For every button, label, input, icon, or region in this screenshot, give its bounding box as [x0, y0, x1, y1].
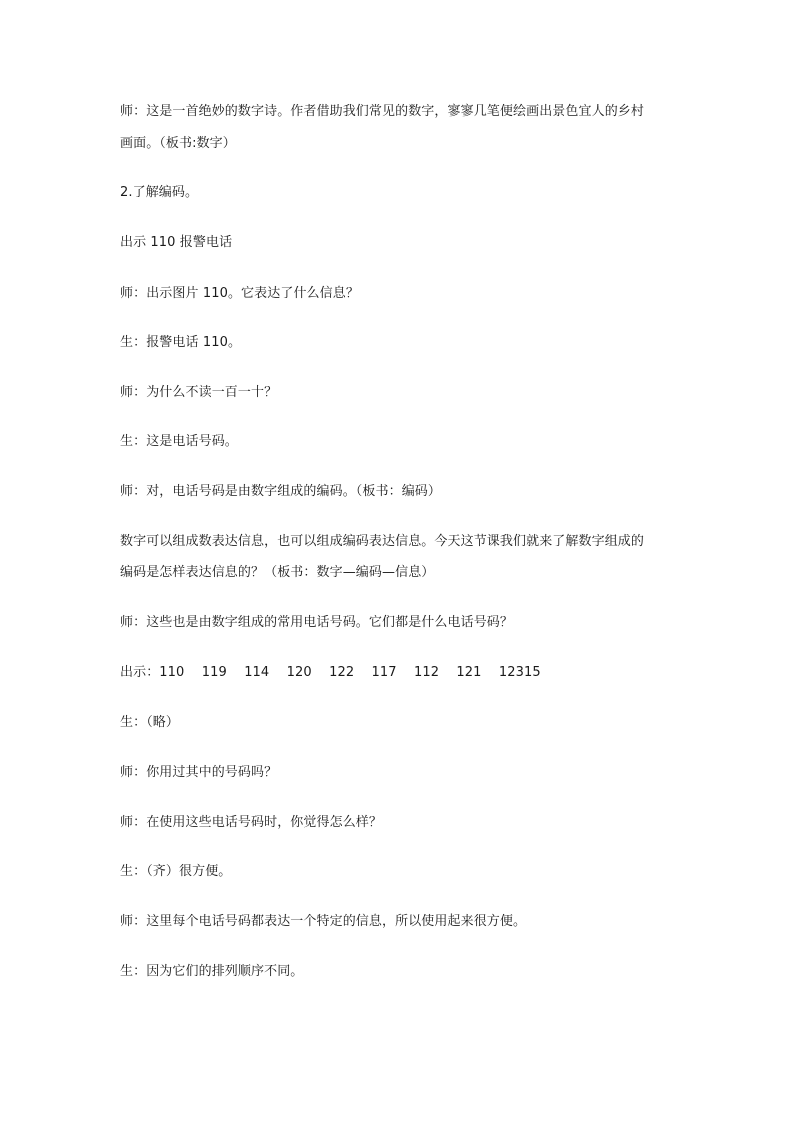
- paragraph-line-4: 师：出示图片 110。它表达了什么信息？: [120, 286, 359, 301]
- paragraph-line-8: 师：对，电话号码是由数字组成的编码。（板书：编码）: [120, 484, 442, 499]
- paragraph-line-9: 数字可以组成数表达信息，也可以组成编码表达信息。今天这节课我们就来了解数字组成的: [120, 534, 645, 549]
- paragraph-line-10: 编码是怎样表达信息的？（板书：数字—编码—信息）: [120, 565, 435, 580]
- paragraph-line-1: 师：这是一首绝妙的数字诗。作者借助我们常见的数字，寥寥几笔便绘画出景色宜人的乡村: [120, 104, 645, 119]
- paragraph-line-2: 画面。（板书:数字）: [120, 136, 236, 151]
- paragraph-line-11: 师：这些也是由数字组成的常用电话号码。它们都是什么电话号码？: [120, 615, 514, 630]
- paragraph-line-15: 生：（齐）很方便。: [120, 864, 232, 879]
- paragraph-line-12: 生：（略）: [120, 715, 180, 730]
- paragraph-line-5: 生：报警电话 110。: [120, 335, 242, 350]
- phone-number-list: 出示：110 119 114 120 122 117 112 121 12315: [120, 665, 541, 680]
- paragraph-line-14: 师：在使用这些电话号码时，你觉得怎么样？: [120, 815, 383, 830]
- paragraph-line-13: 师：你用过其中的号码吗？: [120, 765, 278, 780]
- paragraph-line-16: 师：这里每个电话号码都表达一个特定的信息，所以使用起来很方便。: [120, 914, 527, 929]
- paragraph-line-17: 生：因为它们的排列顺序不同。: [120, 964, 304, 979]
- paragraph-line-6: 师：为什么不读一百一十？: [120, 385, 278, 400]
- paragraph-line-3: 出示 110 报警电话: [120, 235, 233, 250]
- paragraph-line-7: 生：这是电话号码。: [120, 434, 238, 449]
- section-heading: 2.了解编码。: [120, 185, 199, 200]
